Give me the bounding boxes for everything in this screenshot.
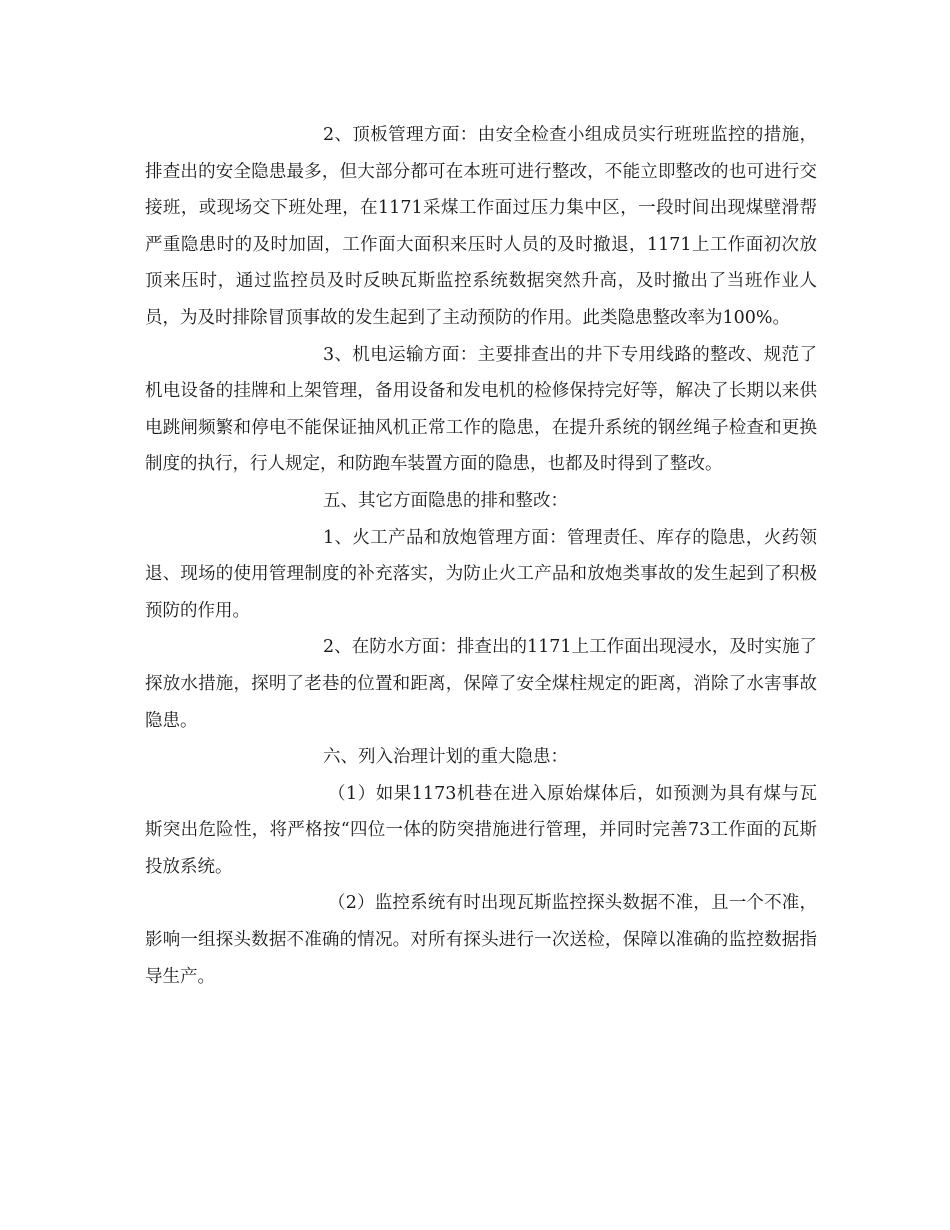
paragraph-explosives-management: 1、火工产品和放炮管理方面：管理责任、库存的隐患，火药领退、现场的使用管理制度的补充落实，为防止火工产品和放炮类事故的发生起到了积极预防的作用。	[145, 527, 817, 621]
paragraph-water-prevention: 2、在防水方面：排查出的1171上工作面出现浸水，及时实施了探放水措施，探明了老巷的位置和距离，保障了安全煤柱规定的距离，消除了水害事故隐患。	[145, 637, 817, 731]
section-heading-other-hazards: 五、其它方面隐患的排和整改：	[323, 490, 568, 511]
paragraph-electromechanical-transport: 3、机电运输方面：主要排查出的井下专用线路的整改、规范了机电设备的挂牌和上架管理，备用设备和发电机的检修保持完好等，解决了长期以来供电跳闸频繁和停电不能保证抽风机正常工作的隐患，在提升系统的钢丝绳子检查和更换制度的执行，行人规定，和防跑车装置方面的隐患，也都及时得到了整改。	[145, 344, 817, 475]
paragraph-major-hazard-1: （1）如果1173机巷在进入原始煤体后，如预测为具有煤与瓦斯突出危险性，将严格按“四位一体的防突措施进行管理，并同时完善73工作面的瓦斯投放系统。	[145, 783, 817, 877]
paragraph-major-hazard-2: （2）监控系统有时出现瓦斯监控探头数据不准，且一个不准，影响一组探头数据不准确的情况。对所有探头进行一次送检，保障以准确的监控数据指导生产。	[145, 893, 817, 987]
section-heading-major-hazards: 六、列入治理计划的重大隐患：	[323, 747, 568, 768]
document-body	[145, 117, 817, 995]
paragraph-roof-management: 2、顶板管理方面：由安全检查小组成员实行班班监控的措施，排查出的安全隐患最多，但大部分都可在本班可进行整改，不能立即整改的也可进行交接班，或现场交下班处理，在1171采煤工作面过压力集中区，一段时间出现煤壁滑帮严重隐患时的及时加固，工作面大面积来压时人员的及时撤退，1171上工作面初次放顶来压时，通过监控员及时反映瓦斯监控系统数据突然升高，及时撤出了当班作业人员，为及时排除冒顶事故的发生起到了主动预防的作用。此类隐患整改率为100%。	[145, 125, 817, 328]
